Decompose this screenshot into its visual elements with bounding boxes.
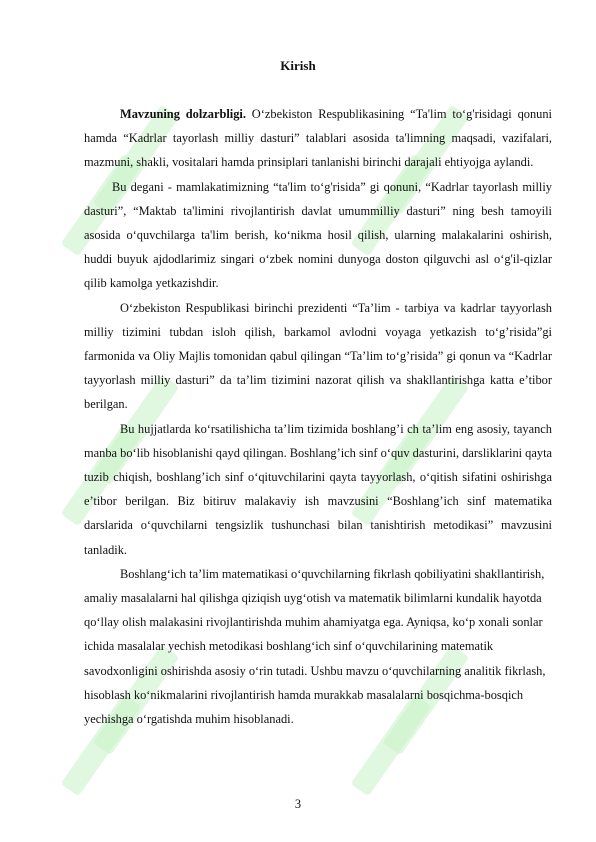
page-number: 3	[294, 797, 302, 811]
paragraph-text: Bu degani - mamlakatimizning “ta'lim to‘g'risida” gi qonuni, “Kadrlar tayorlash milliy dasturi”, “Maktab ta'limini rivojlantirish davlat umummilliy dasturi” ning besh tamoyili asosida o‘quvchilarga ta'lim berish, ko‘nikma hosil qilish, ularning malakalarini oshirish, huddi buyuk ajdodlarimiz singari o‘zbek nomini dunyoga doston qilguvchi asl o‘g'il-qizlar qilib kamolga yetkazishdir.	[84, 179, 552, 291]
document-title: Kirish	[280, 58, 316, 73]
paragraph-text: Bu hujjatlarda ko‘rsatilishicha ta’lim tizimida boshlang’i ch ta’lim eng asosiy, tayanch manba bo‘lib hisoblanishi qayd qilingan. Boshlang’ich sinf o‘quv dasturini, darsliklarini qayta tuzib chiqish, boshlang’ich sinf o‘qituvchilarini qayta tayyorlash, o‘qitish sifatini oshirishga e’tibor berilgan. Biz bitiruv malakaviy ish mavzusini “Boshlang’ich sinf matematika darslarida o‘quvchilarni tengsizlik tushunchasi bilan tanishtirish metodikasi” mavzusini tanladik.	[84, 421, 553, 557]
paragraph	[84, 175, 552, 296]
paragraph-lead: Mavzuning dolzarbligi.	[120, 107, 246, 121]
paragraph-text: Boshlang‘ich ta’lim matematikasi o‘quvchilarning fikrlash qobiliyatini shakllantirish, amaliy masalalarni hal qilishga qiziqish uyg‘otish va matematik bilimlarni kundalik hayotda qo‘llay olish malakasini rivojlantirishda muhim ahamiyatga ega. Ayniqsa, ko‘p xonali sonlar ichida masalalar yechish metodikasi boshlang‘ich sinf o‘quvchilarining matematik savodxonligini oshirishda asosiy o‘rin tutadi. Ushbu mavzu o‘quvchilarning analitik fikrlash, hisoblash ko‘nikmalarini rivojlantirish hamda murakkab masalalarni bosqichma-bosqich yechishga o‘rgatishda muhim hisoblanadi.	[84, 566, 546, 727]
paragraph-text: O‘zbekiston Respublikasi birinchi prezidenti “Ta’lim - tarbiya va kadrlar tayyorlash milliy tizimini tubdan isloh qilish, barkamol avlodni voyaga yetkazish to‘g’risida”gi farmonida va Oliy Majlis tomonidan qabul qilingan “Ta’lim to‘g’risida” gi qonun va “Kadrlar tayyorlash milliy dasturi” da ta’lim tizimini nazorat qilish va shakllantirishga katta e’tibor berilgan.	[84, 300, 552, 412]
paragraph	[84, 562, 552, 731]
document-body	[84, 102, 552, 731]
paragraph-relevance	[84, 102, 552, 175]
paragraph-text: O‘zbekiston Respublikasining “Ta'lim to‘g'risidagi qonuni hamda “Kadrlar tayorlash milliy dasturi” talablari asosida ta'limning maqsadi, vazifalari, mazmuni, shakli, vositalari hamda prinsiplari tanlanishi birinchi darajali ehtiyojga aylandi.	[84, 107, 552, 170]
paragraph	[84, 417, 552, 562]
paragraph	[84, 296, 552, 417]
